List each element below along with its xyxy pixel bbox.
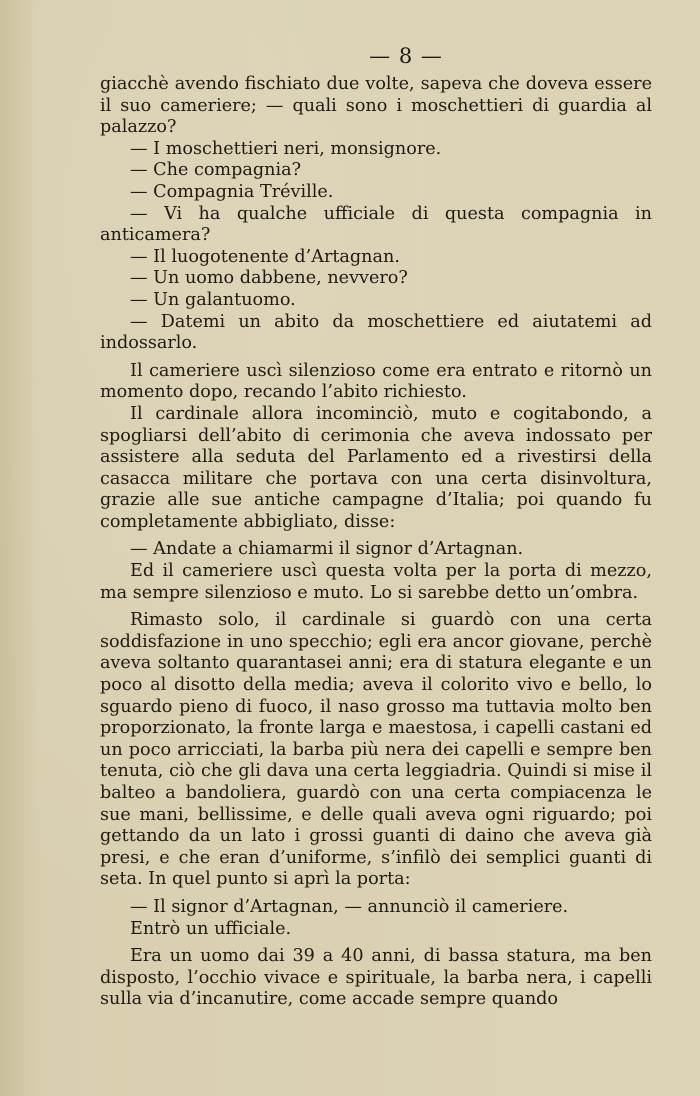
paragraph: — Il signor d’Artagnan, — annunciò il cameriere. — [130, 896, 569, 917]
paragraph: — Che compagnia? — [130, 160, 302, 181]
paragraph: — Compagnia Tréville. — [130, 181, 334, 202]
paragraph: — Vi ha qualche ufficiale di questa compagnia in anticamera? — [100, 203, 652, 246]
paragraph: Rimasto solo, il cardinale si guardò con una certa soddisfazione in uno specchio; egli era ancor giovane, perchè aveva soltanto quarantasei anni; era di statura elegante e un poco al disotto della media; aveva il colorito vivo e bello, lo sguardo pieno di fuoco, il naso grosso ma tuttavia molto ben proporzionato, la fronte larga e maestosa, i capelli castani ed un poco arricciati, la barba più nera dei capelli e sempre ben tenuta, ciò che gli dava una certa leggiadria. Quindi si mise il balteo a bandoliera, guardò con una certa compiacenza le sue mani, bellissime, e delle quali aveva ogni riguardo; poi gettando da un lato i grossi guanti di daino che aveva già presi, e che eran d’uniforme, s’infilò dei semplici guanti di seta. In quel punto si aprì la porta: — [100, 610, 652, 890]
paragraph: giacchè avendo fischiato due volte, sapeva che doveva essere il suo cameriere; — quali sono i moschettieri di guardia al palazzo? — [100, 74, 652, 138]
paragraph: — Il luogotenente d’Artagnan. — [130, 246, 400, 267]
paragraph: — Un galantuomo. — [130, 289, 296, 310]
paragraph: Ed il cameriere uscì questa volta per la porta di mezzo, ma sempre silenzioso e muto. Lo si sarebbe detto un’ombra. — [100, 561, 652, 603]
paragraph: — Datemi un abito da moschettiere ed aiutatemi ad indossarlo. — [100, 311, 652, 354]
page-number: — 8 — — [369, 44, 443, 68]
body-text — [100, 74, 652, 1011]
paragraph: Il cameriere uscì silenzioso come era entrato e ritornò un momento dopo, recando l’abito richiesto. — [100, 360, 652, 403]
paragraph: — Un uomo dabbene, nevvero? — [130, 268, 408, 289]
paragraph: Era un uomo dai 39 a 40 anni, di bassa statura, ma ben disposto, l’occhio vivace e spirituale, la barba nera, i capelli sulla via d’incanutire, come accade sempre quando — [100, 946, 652, 1010]
paragraph: Entrò un ufficiale. — [130, 918, 292, 939]
paragraph: Il cardinale allora incominciò, muto e cogitabondo, a spogliarsi dell’abito di cerimonia che aveva indossato per assistere alla seduta del Parlamento ed a rivestirsi della casacca militare che portava con una certa disinvoltura, grazie alle sue antiche campagne d’Italia; poi quando fu completamente abbigliato, disse: — [100, 403, 652, 532]
paragraph: — I moschettieri neri, monsignore. — [130, 138, 442, 159]
paragraph: — Andate a chiamarmi il signor d’Artagnan. — [130, 539, 524, 560]
